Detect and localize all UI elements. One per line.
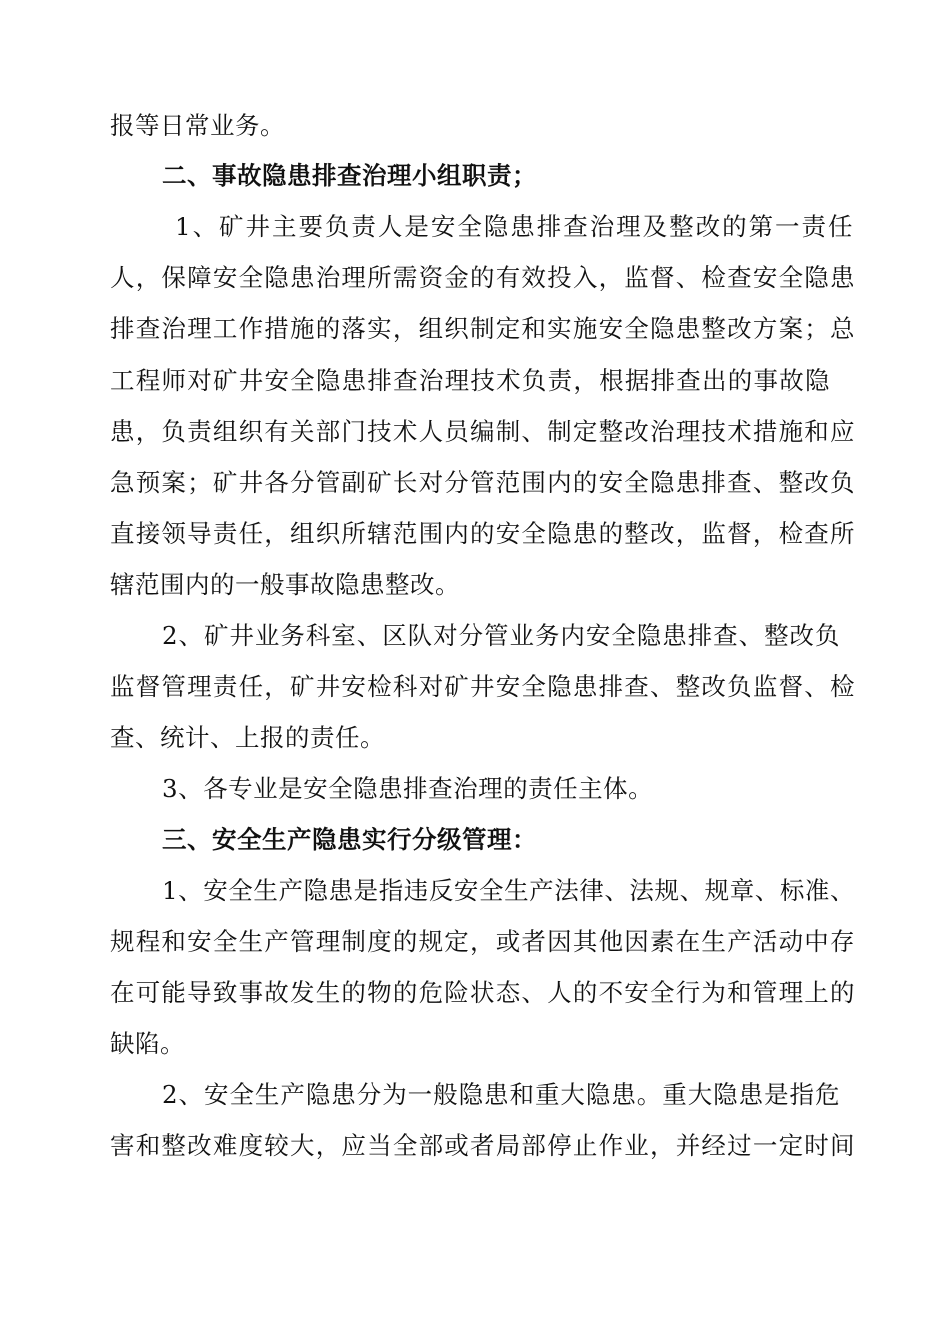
text-line: 报等日常业务。 [110,111,285,140]
text-line: 监督管理责任，矿井安检科对矿井安全隐患排查、整改负监督、检 [110,672,855,701]
text-line: 缺陷。 [110,1029,185,1058]
text-line: 1、矿井主要负责人是安全隐患排查治理及整改的第一责任 [175,212,853,241]
section-heading-3: 三、安全生产隐患实行分级管理： [162,825,537,854]
text-line: 在可能导致事故发生的物的危险状态、人的不安全行为和管理上的 [110,978,855,1007]
text-line: 排查治理工作措施的落实，组织制定和实施安全隐患整改方案；总 [110,314,855,343]
text-line: 急预案；矿井各分管副矿长对分管范围内的安全隐患排查、整改负 [110,468,855,497]
text-line: 工程师对矿井安全隐患排查治理技术负责，根据排查出的事故隐 [110,366,830,395]
text-line: 2、矿井业务科室、区队对分管业务内安全隐患排查、整改负 [162,621,840,650]
section-heading-2: 二、事故隐患排查治理小组职责； [162,161,537,190]
text-line: 人，保障安全隐患治理所需资金的有效投入，监督、检查安全隐患 [110,263,855,292]
text-line: 3、各专业是安全隐患排查治理的责任主体。 [162,774,654,803]
text-line: 害和整改难度较大，应当全部或者局部停止作业，并经过一定时间 [110,1131,855,1160]
text-line: 1、安全生产隐患是指违反安全生产法律、法规、规章、标准、 [162,876,855,905]
text-line: 查、统计、上报的责任。 [110,723,385,752]
text-line: 辖范围内的一般事故隐患整改。 [110,570,460,599]
text-line: 直接领导责任，组织所辖范围内的安全隐患的整改，监督，检查所 [110,519,855,548]
text-line: 规程和安全生产管理制度的规定，或者因其他因素在生产活动中存 [110,927,855,956]
text-line: 患，负责组织有关部门技术人员编制、制定整改治理技术措施和应 [110,417,855,446]
text-line: 2、安全生产隐患分为一般隐患和重大隐患。重大隐患是指危 [162,1080,840,1109]
